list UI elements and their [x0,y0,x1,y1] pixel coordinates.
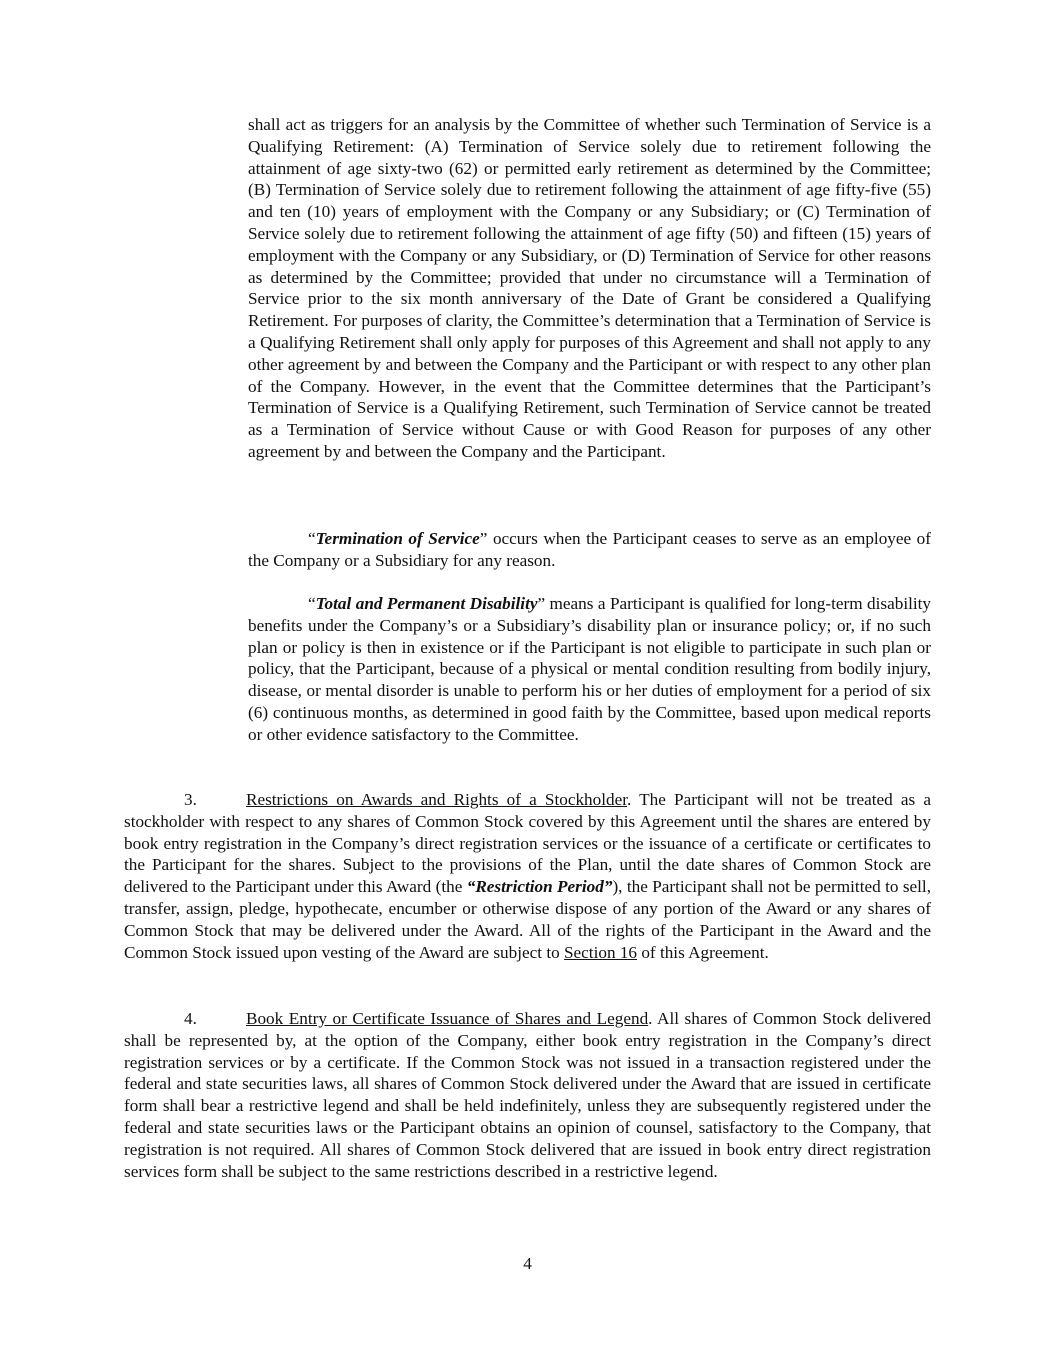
section-3-paragraph: 3. Restrictions on Awards and Rights of a Stockholder. The Participant will not be treated as a stockholder with respect to any shares of Common Stock covered by this Agreement until the shares are entered by book entry registration in the Company’s direct registration services or the issuance of a certificate or certificates to the Participant for the shares. Subject to the provisions of the Plan, until the date shares of Common Stock are delivered to the Participant under this Award (the “Restriction Period”), the Participant shall not be permitted to sell, transfer, assign, pledge, hypothecate, encumber or otherwise dispose of any portion of the Award or any shares of Common Stock that may be delivered under the Award. All of the rights of the Participant in the Award and the Common Stock issued upon vesting of the Award are subject to Section 16 of this Agreement. [124,790,931,962]
section-number: 4. [184,1009,197,1028]
total-permanent-disability-definition: “Total and Permanent Disability” means a Participant is qualified for long-term disability benefits under the Company’s or a Subsidiary’s disability plan or insurance policy; or, if no such plan or policy is then in existence or if the Participant is not eligible to participate in such plan or policy, that the Participant, because of a physical or mental condition resulting from bodily injury, disease, or mental disorder is unable to perform his or her duties of employment for a period of six (6) continuous months, as determined in good faith by the Committee, based upon medical reports or other evidence satisfactory to the Committee. [248,594,932,744]
qualifying-retirement-paragraph: shall act as triggers for an analysis by the Committee of whether such Termination of Service is a Qualifying Retirement: (A) Termination of Service solely due to retirement following the attainment of age sixty-two (62) or permitted early retirement as determined by the Committee; (B) Termination of Service solely due to retirement following the attainment of age fifty-five (55) and ten (10) years of employment with the Company or any Subsidiary; or (C) Termination of Service solely due to retirement following the attainment of age fifty (50) and fifteen (15) years of employment with the Company or any Subsidiary, or (D) Termination of Service for other reasons as determined by the Committee; provided that under no circumstance will a Termination of Service prior to the six month anniversary of the Date of Grant be considered a Qualifying Retirement. For purposes of clarity, the Committee’s determination that a Termination of Service is a Qualifying Retirement shall only apply for purposes of this Agreement and shall not apply to any other agreement by and between the Company and the Participant or with respect to any other plan of the Company. However, in the event that the Committee determines that the Participant’s Termination of Service is a Qualifying Retirement, such Termination of Service cannot be treated as a Termination of Service without Cause or with Good Reason for purposes of any other agreement by and between the Company and the Participant. [248,115,931,461]
section-4-paragraph: 4. Book Entry or Certificate Issuance of Shares and Legend. All shares of Common Stock delivered shall be represented by, at the option of the Company, either book entry registration in the Company’s direct registration services or by a certificate. If the Common Stock was not issued in a transaction registered under the federal and state securities laws, all shares of Common Stock delivered under the Award that are issued in certificate form shall bear a restrictive legend and shall be held indefinitely, unless they are subsequently registered under the federal and state securities laws or the Participant obtains an opinion of counsel, satisfactory to the Company, that registration is not required. All shares of Common Stock delivered that are issued in book entry direct registration services form shall be subject to the same restrictions described in a restrictive legend. [124,1009,931,1181]
section-reference-link[interactable]: Section 16 [563,942,638,962]
defined-term: Total and Permanent Disability [315,594,538,613]
section-heading: Book Entry or Certificate Issuance of Shares and Legend [246,1009,649,1028]
termination-of-service-definition: “Termination of Service” occurs when the Participant ceases to serve as an employee of the Company or a Subsidiary for any reason. [248,529,931,570]
defined-term: Restriction Period [475,877,604,897]
section-heading: Restrictions on Awards and Rights of a Stockholder [246,790,628,809]
page-number: 4 [523,1254,532,1273]
section-number: 3. [184,790,197,809]
defined-term: Termination of Service [315,529,480,548]
